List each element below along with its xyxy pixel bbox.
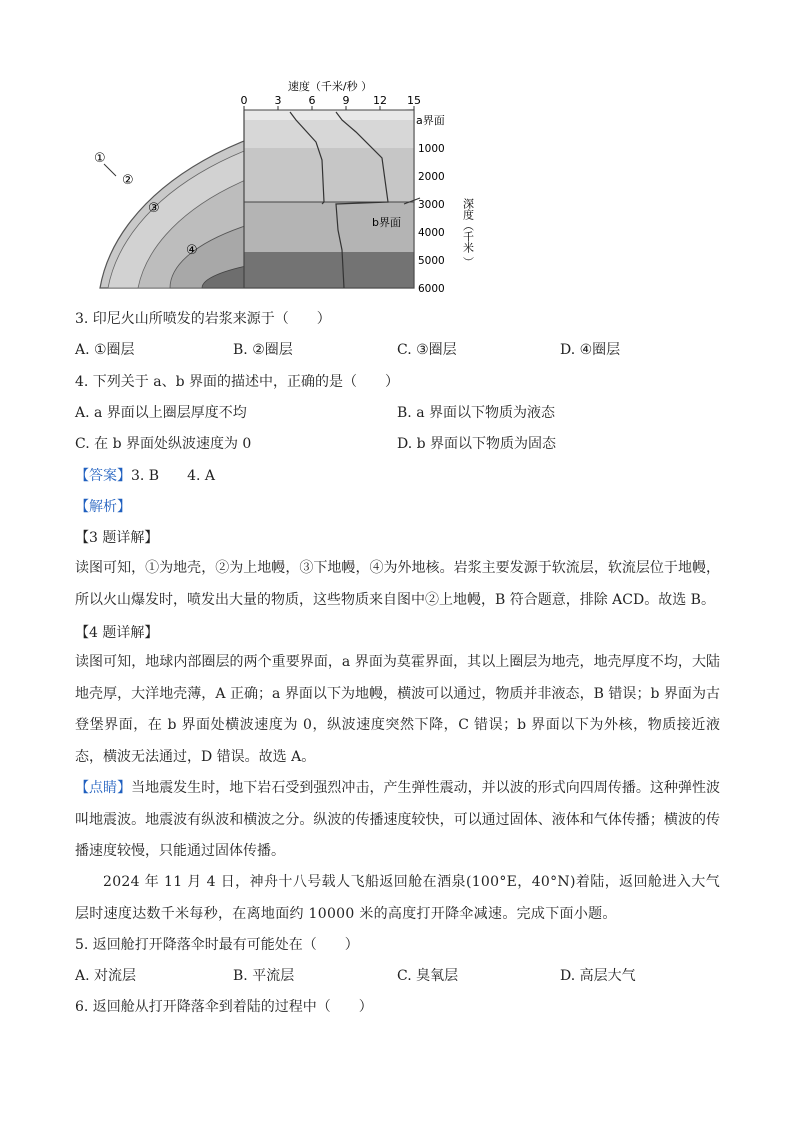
analysis-label: 【解析】 [75,499,131,515]
band-lower-mantle [244,148,414,202]
detail4-text: 读图可知，地球内部圈层的两个重要界面，a 界面为莫霍界面，其以上圈层为地壳，地壳厚度不均，大陆地壳厚，大洋地壳薄，A 正确；a 界面以下为地幔，横波可以通过，物质并非液态，B 错误；b 界面为古登堡界面，在 b 界面处横波速度为 0，纵波速度突然下降，C 错误；b 界面以下为外核，物质接近液态，横波无法通过，D 错误。故选 A。 [75,654,720,765]
q5-option-d: D. 高层大气 [560,968,636,984]
speed-ticks [244,106,414,110]
depth-tick-2000: 2000 [418,171,445,183]
q5-option-c: C. 臭氧层 [397,968,459,984]
answer-text: 3. B 4. A [131,468,216,484]
depth-tick-3000: 3000 [418,199,445,211]
detail3-text: 读图可知，①为地壳，②为上地幔，③下地幔，④为外地核。岩浆主要发源于软流层，软流层位于地幔，所以火山爆发时，喷发出大量的物质，这些物质来自图中②上地幔，B 符合题意，排除 ACD。故选 B。 [75,560,720,608]
q4-option-b: B. a 界面以下物质为液态 [397,405,555,421]
depth-tick-6000: 6000 [418,283,445,295]
q4-stem: 4. 下列关于 a、b 界面的描述中，正确的是（ ） [75,374,400,390]
q3-stem: 3. 印尼火山所喷发的岩浆来源于（ ） [75,311,331,327]
q3-option-c: C. ③圈层 [397,342,457,358]
detail3-label: 【3 题详解】 [75,530,159,546]
q3-option-b: B. ②圈层 [233,342,293,358]
band-crust [244,110,414,120]
band-inner-core [244,252,414,288]
speed-axis-title: 速度（千米/秒 ） [287,80,373,93]
q4-option-d: D. b 界面以下物质为固态 [397,436,557,452]
q5-option-a: A. 对流层 [75,968,137,984]
q3-option-d: D. ④圈层 [560,342,621,358]
tip-paragraph [75,773,720,868]
answer-line [75,467,215,485]
b-boundary-label: b界面 [372,216,401,229]
answer-label: 【答案】 [75,468,131,484]
layer-label-4: ④ [186,243,198,258]
detail4-label: 【4 题详解】 [75,625,159,641]
speed-tick-6: 6 [308,94,316,107]
layer-label-3: ③ [148,201,160,216]
layer-label-2: ② [122,173,134,188]
tip-label: 【点睛】 [75,780,132,796]
earth-interior-diagram [60,80,500,300]
q3-option-a: A. ①圈层 [75,342,135,358]
a-boundary-label: a界面 [416,114,445,127]
q5-option-b: B. 平流层 [233,968,295,984]
layer-1-pointer [104,164,116,176]
earth-interior-figure [60,80,500,300]
layer-label-1: ① [94,151,106,166]
band-upper-mantle [244,120,414,148]
depth-tick-4000: 4000 [418,227,445,239]
speed-tick-15: 15 [407,94,421,107]
depth-axis-title: 深度（千米 ） [461,198,475,268]
speed-tick-3: 3 [274,94,282,107]
q4-option-c: C. 在 b 界面处纵波速度为 0 [75,436,252,452]
speed-tick-0: 0 [240,94,248,107]
tip-text: 当地震发生时，地下岩石受到强烈冲击，产生弹性震动，并以波的形式向四周传播。这种弹性波叫地震波。地震波有纵波和横波之分。纵波的传播速度较快，可以通过固体、液体和气体传播；横波的传播速度较慢，只能通过固体传播。 [75,780,721,859]
q6-stem: 6. 返回舱从打开降落伞到着陆的过程中（ ） [75,999,373,1015]
depth-tick-1000: 1000 [418,143,445,155]
q5-stem: 5. 返回舱打开降落伞时最有可能处在（ ） [75,937,359,953]
q4-option-a: A. a 界面以上圈层厚度不均 [75,405,247,421]
speed-tick-9: 9 [342,94,350,107]
speed-tick-12: 12 [373,94,387,107]
material-paragraph: 2024 年 11 月 4 日，神舟十八号载人飞船返回舱在酒泉(100°E，40°N)着陆，返回舱进入大气层时速度达数千米每秒，在离地面约 10000 米的高度打开降伞减速。完成下面小题。 [75,874,720,922]
depth-tick-5000: 5000 [418,255,445,267]
